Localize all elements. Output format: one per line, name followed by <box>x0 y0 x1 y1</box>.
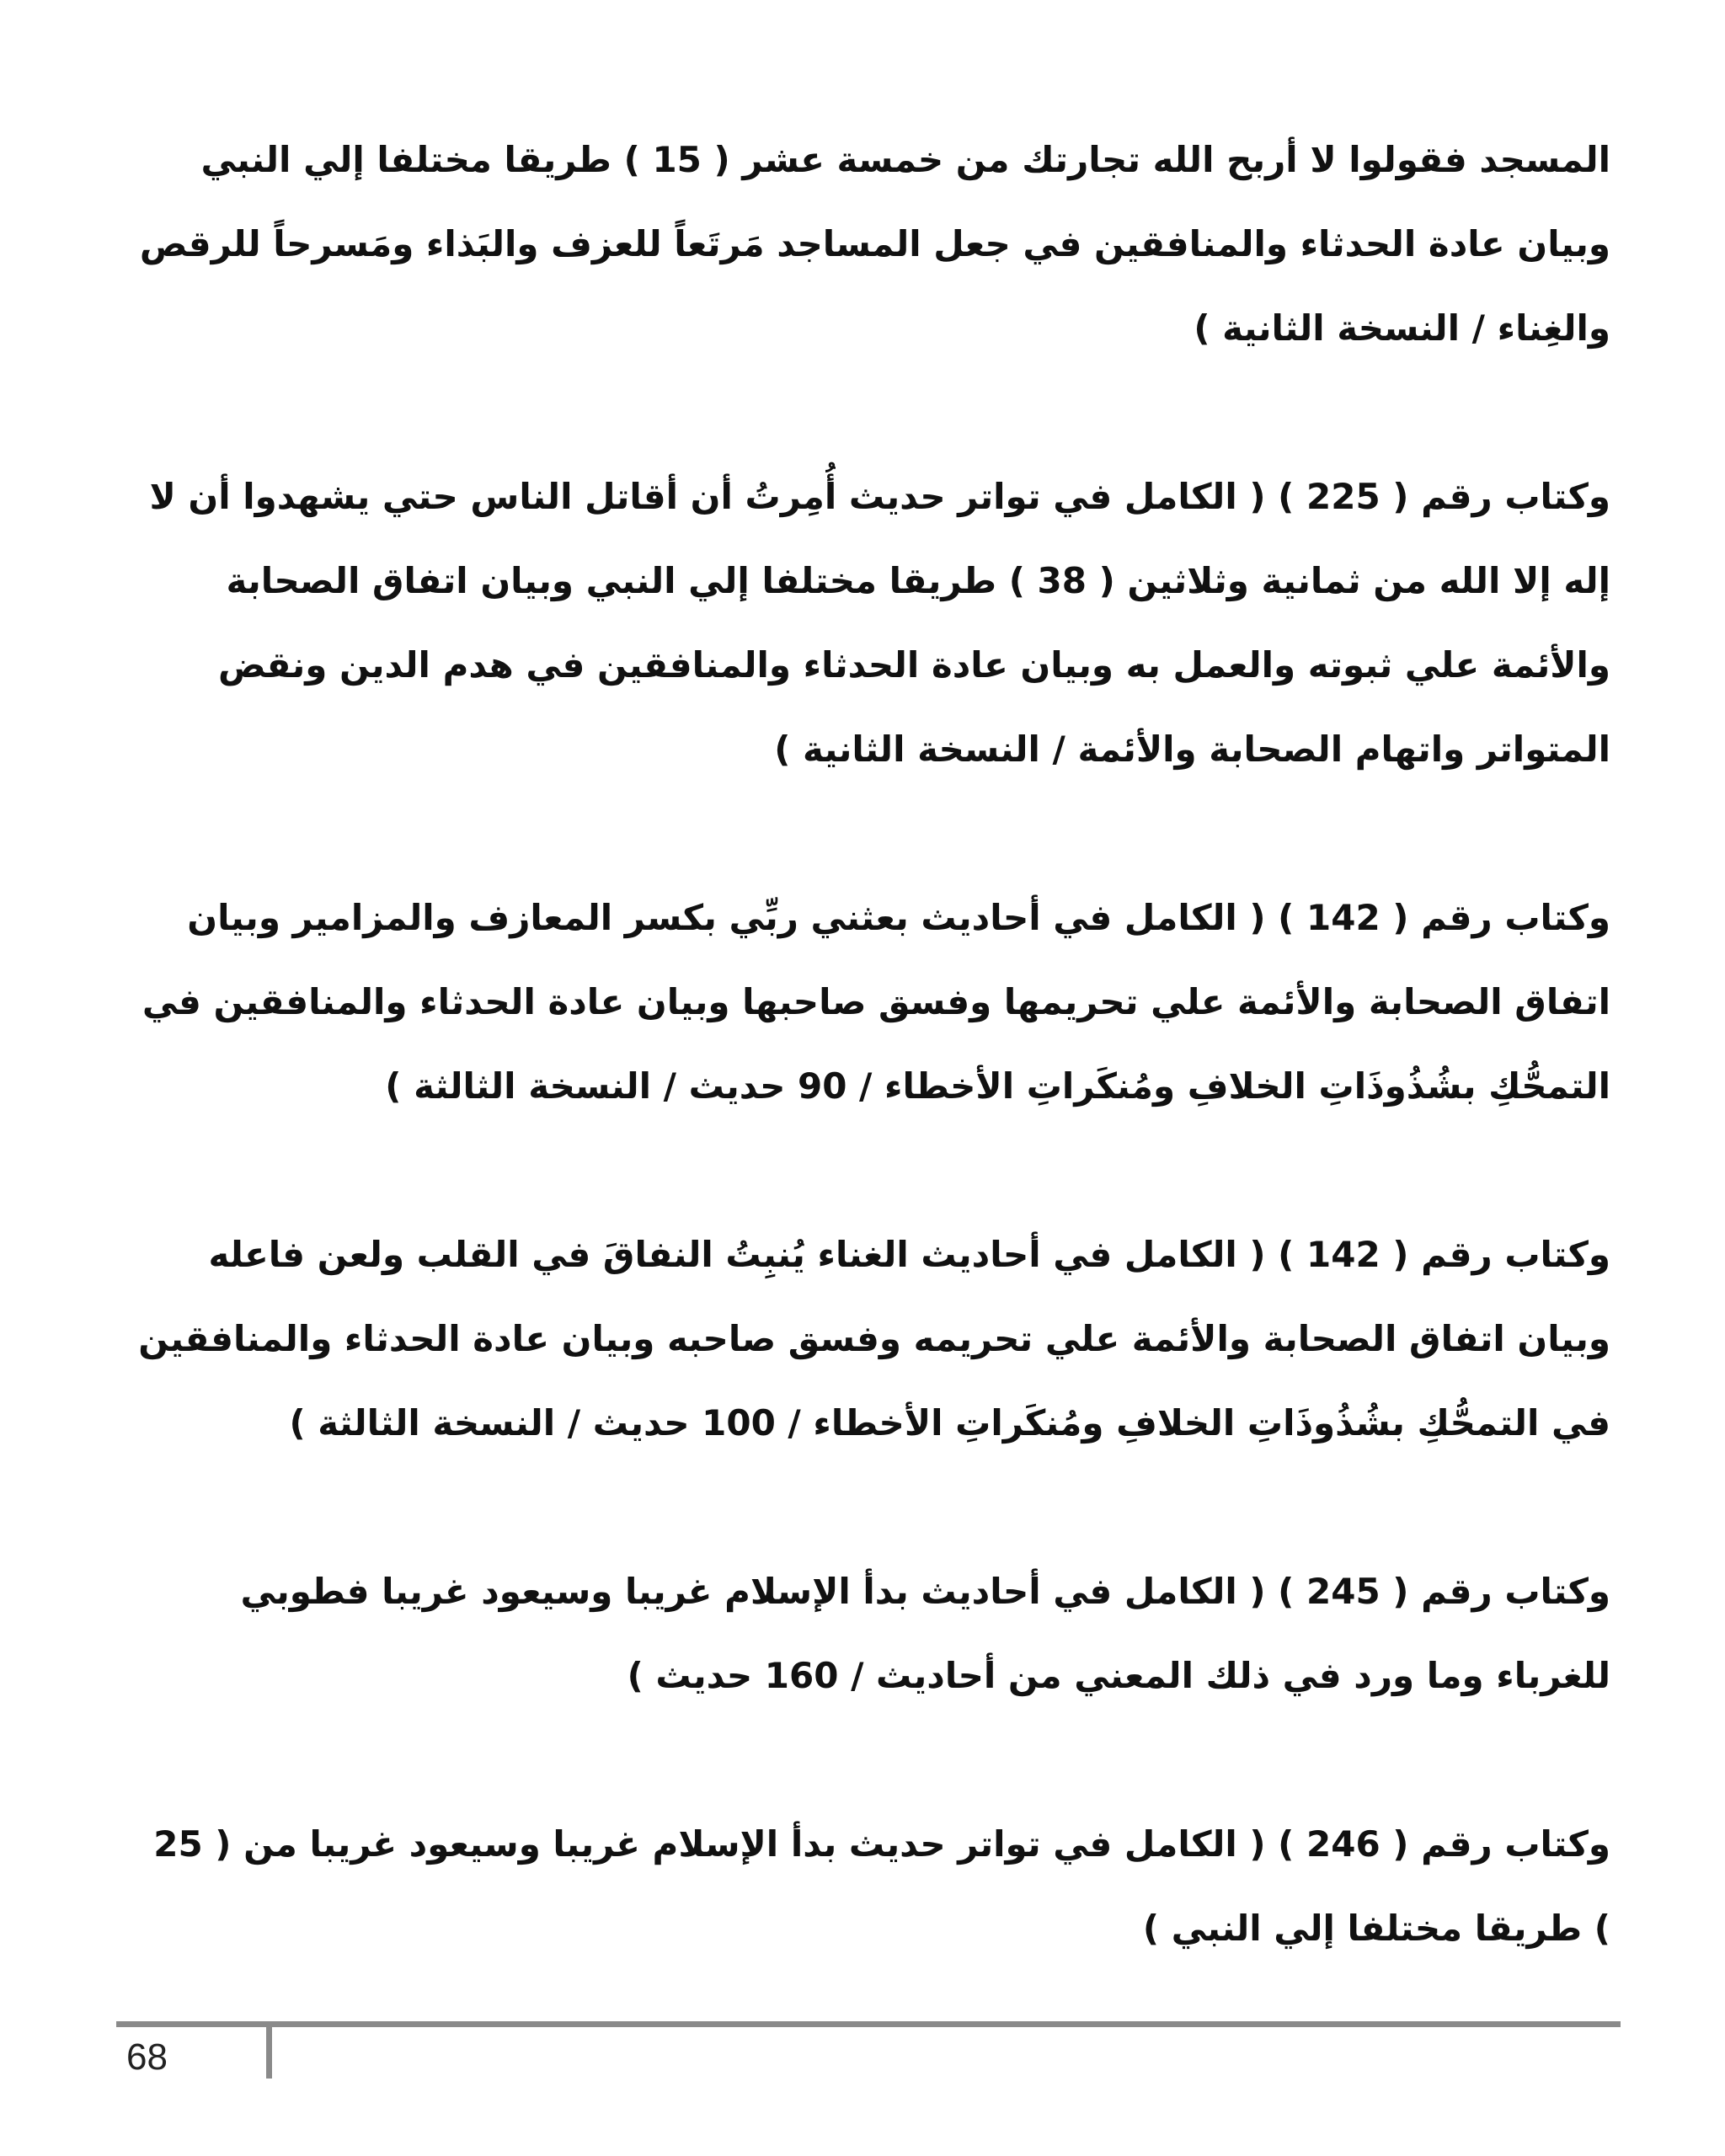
paragraph-4: وكتاب رقم ( 142 ) ( الكامل في أحاديث الغناء يُنبِتُ النفاقَ في القلب ولعن فاعله وبيان اتفاق الصحابة والأئمة علي تحريمه وفسق صاحبه وبيان عادة الحدثاء والمنافقين في التمحُّكِ بشُذُوذَاتِ الخلافِ ومُنكَراتِ الأخطاء / 100 حديث / النسخة الثالثة ) <box>138 1234 1610 1444</box>
paragraph-1: المسجد فقولوا لا أربح الله تجارتك من خمسة عشر ( 15 ) طريقا مختلفا إلي النبي وبيان عادة الحدثاء والمنافقين في جعل المساجد مَرتَعاً للعزف والبَذاء ومَسرحاً للرقص والغِناء / النسخة الثانية ) <box>139 139 1610 349</box>
paragraph-2: وكتاب رقم ( 225 ) ( الكامل في تواتر حديث أُمِرتُ أن أقاتل الناس حتي يشهدوا أن لا إله إلا الله من ثمانية وثلاثين ( 38 ) طريقا مختلفا إلي النبي وبيان اتفاق الصحابة والأئمة علي ثبوته والعمل به وبيان عادة الحدثاء والمنافقين في هدم الدين ونقض المتواتر واتهام الصحابة والأئمة / النسخة الثانية ) <box>149 476 1610 770</box>
paragraph-5: وكتاب رقم ( 245 ) ( الكامل في أحاديث بدأ الإسلام غريبا وسيعود غريبا فطوبي للغرباء وما ورد في ذلك المعني من أحاديث / 160 حديث ) <box>240 1571 1610 1696</box>
paragraph-6: وكتاب رقم ( 246 ) ( الكامل في تواتر حديث بدأ الإسلام غريبا وسيعود غريبا من ( 25 ) طريقا مختلفا إلي النبي ) <box>153 1823 1610 1949</box>
footer-divider <box>266 2026 272 2079</box>
footer-rule <box>116 2021 1621 2027</box>
paragraph-3: وكتاب رقم ( 142 ) ( الكامل في أحاديث بعثني ربِّي بكسر المعازف والمزامير وبيان اتفاق الصحابة والأئمة علي تحريمها وفسق صاحبها وبيان عادة الحدثاء والمنافقين في التمحُّكِ بشُذُوذَاتِ الخلافِ ومُنكَراتِ الأخطاء / 90 حديث / النسخة الثالثة ) <box>142 897 1610 1107</box>
page-body <box>135 118 1610 1971</box>
page-number: 68 <box>126 2036 168 2078</box>
